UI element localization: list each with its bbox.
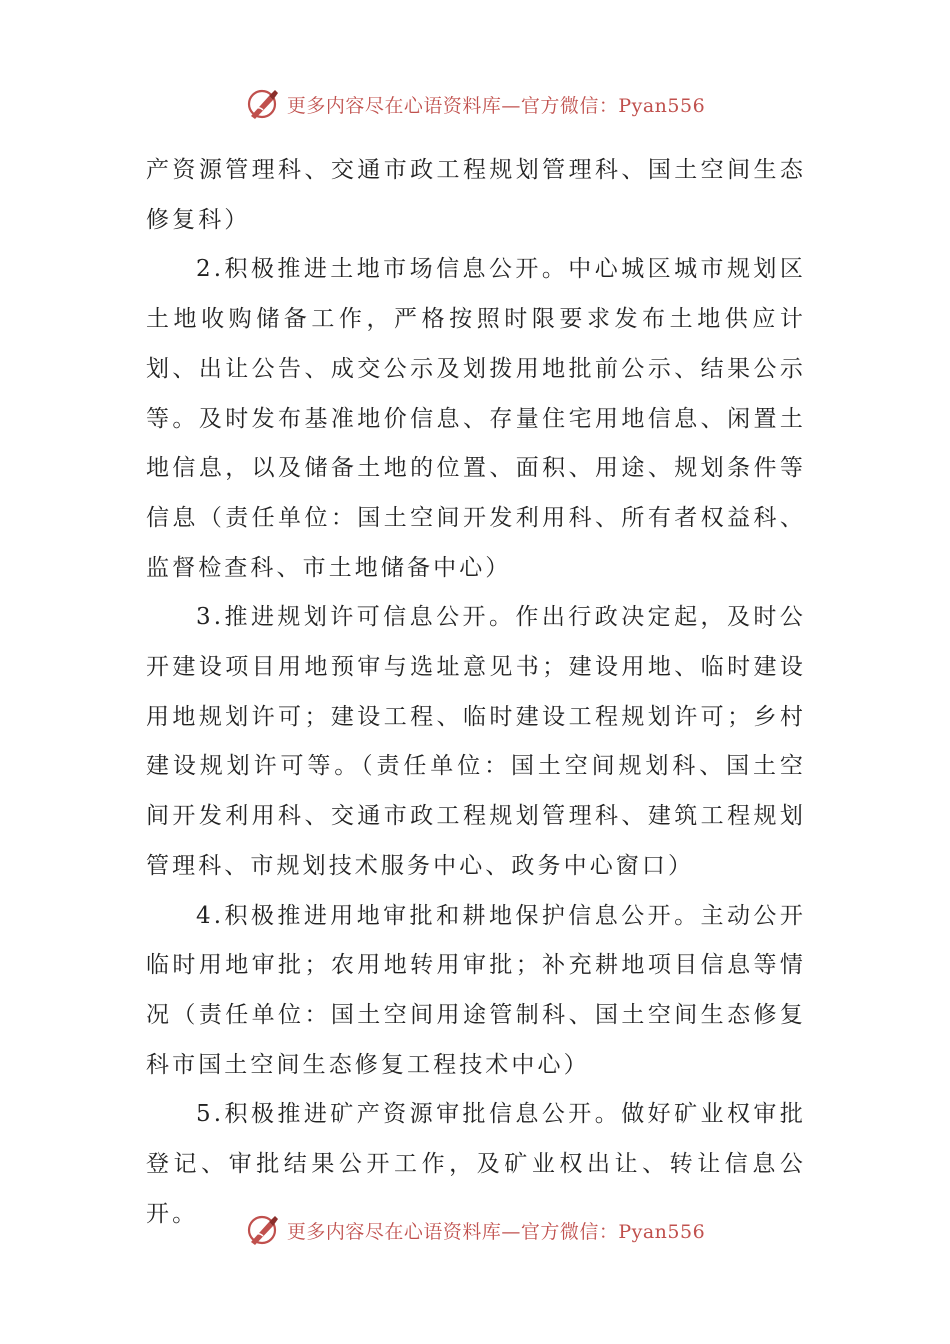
paragraph-continuation: 产资源管理科、交通市政工程规划管理科、国土空间生态修复科） <box>146 157 806 233</box>
paragraph-item-5: 5.积极推进矿产资源审批信息公开。做好矿业权审批登记、审批结果公开工作，及矿业权出让、转让信息公开。 <box>146 1101 806 1227</box>
pen-logo-icon <box>245 86 281 122</box>
paragraph-item-4: 4.积极推进用地审批和耕地保护信息公开。主动公开临时用地审批；农用地转用审批；补充耕地项目信息等情况（责任单位：国土空间用途管制科、国土空间生态修复科市国土空间生态修复工程技术中心） <box>146 902 806 1078</box>
pen-logo-icon <box>245 1212 281 1248</box>
paragraph-item-3: 3.推进规划许可信息公开。作出行政决定起，及时公开建设项目用地预审与选址意见书；建设用地、临时建设用地规划许可；建设工程、临时建设工程规划许可；乡村建设规划许可等。（责任单位：国土空间规划科、国土空间开发利用科、交通市政工程规划管理科、建筑工程规划管理科、市规划技术服务中心、政务中心窗口） <box>146 604 806 879</box>
document-body <box>146 146 806 1239</box>
paragraph-item-2: 2.积极推进土地市场信息公开。中心城区城市规划区土地收购储备工作，严格按照时限要求发布土地供应计划、出让公告、成交公示及划拨用地批前公示、结果公示等。及时发布基准地价信息、存量住宅用地信息、闲置土地信息，以及储备土地的位置、面积、用途、规划条件等信息（责任单位：国土空间开发利用科、所有者权益科、监督检查科、市土地储备中心） <box>146 256 806 581</box>
watermark-text: 更多内容尽在心语资料库—官方微信：Pyan556 <box>286 1220 706 1243</box>
watermark-text: 更多内容尽在心语资料库—官方微信：Pyan556 <box>286 94 706 117</box>
watermark-header <box>0 84 950 124</box>
watermark-footer <box>0 1210 950 1250</box>
